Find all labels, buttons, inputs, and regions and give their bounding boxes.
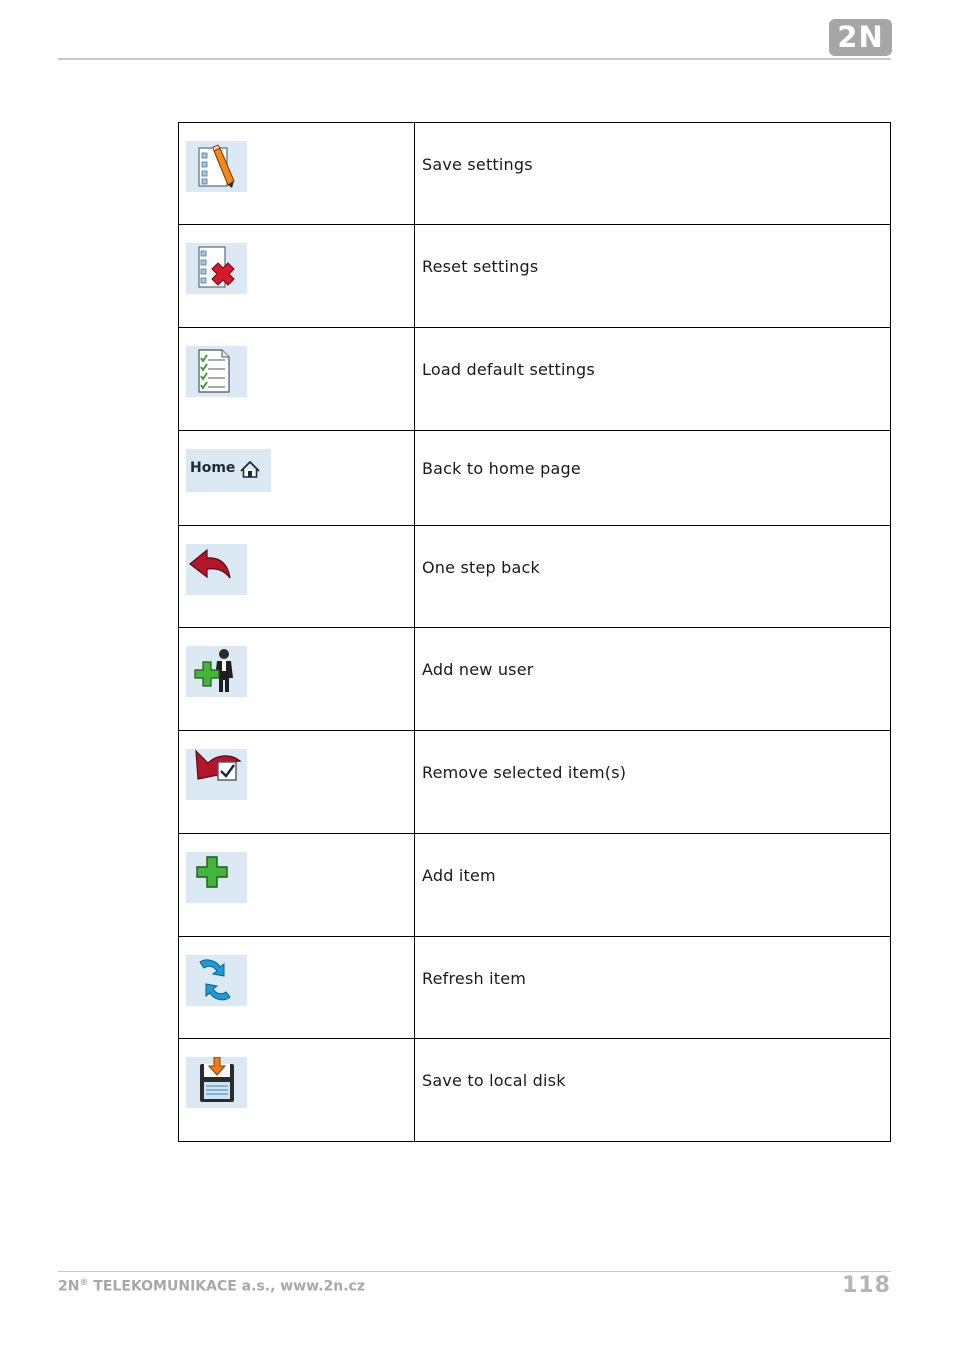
description-text: Reset settings bbox=[422, 257, 539, 276]
description-cell bbox=[415, 731, 891, 834]
table-row bbox=[179, 123, 891, 225]
description-cell bbox=[415, 328, 891, 431]
save-to-disk-icon bbox=[186, 1057, 247, 1108]
footer-company-name: TELEKOMUNIKACE a.s., www.2n.cz bbox=[88, 1278, 365, 1295]
description-text: One step back bbox=[422, 558, 540, 577]
icon-cell bbox=[179, 526, 415, 628]
icon-cell bbox=[179, 123, 415, 225]
table-row bbox=[179, 328, 891, 431]
home-label: Home bbox=[190, 460, 236, 476]
registered-mark: ® bbox=[79, 1278, 89, 1288]
table-row bbox=[179, 431, 891, 526]
home-icon bbox=[186, 449, 271, 492]
icon-cell bbox=[179, 1039, 415, 1142]
table-row bbox=[179, 834, 891, 937]
description-cell bbox=[415, 123, 891, 225]
description-text: Load default settings bbox=[422, 360, 595, 379]
description-cell bbox=[415, 1039, 891, 1142]
table-row bbox=[179, 731, 891, 834]
description-text: Save settings bbox=[422, 155, 533, 174]
icon-cell bbox=[179, 328, 415, 431]
table-row bbox=[179, 225, 891, 328]
table-row bbox=[179, 937, 891, 1039]
header-rule bbox=[58, 58, 891, 60]
footer-company bbox=[58, 1278, 365, 1295]
icon-cell bbox=[179, 628, 415, 731]
description-text: Add new user bbox=[422, 660, 534, 679]
description-text: Save to local disk bbox=[422, 1071, 566, 1090]
icon-cell bbox=[179, 225, 415, 328]
description-text: Back to home page bbox=[422, 459, 581, 478]
table-row bbox=[179, 526, 891, 628]
load-default-settings-icon bbox=[186, 346, 247, 397]
refresh-icon bbox=[186, 955, 247, 1006]
table-row bbox=[179, 628, 891, 731]
footer-rule bbox=[58, 1271, 891, 1272]
description-cell bbox=[415, 526, 891, 628]
footer-company-prefix: 2N bbox=[58, 1278, 80, 1295]
icon-cell bbox=[179, 731, 415, 834]
description-text: Refresh item bbox=[422, 969, 527, 988]
add-user-icon bbox=[186, 646, 247, 697]
icon-cell bbox=[179, 937, 415, 1039]
company-logo bbox=[829, 19, 892, 56]
back-arrow-icon bbox=[186, 544, 247, 595]
logo-text: 2N bbox=[837, 20, 884, 54]
add-item-icon bbox=[186, 852, 247, 903]
table-row bbox=[179, 1039, 891, 1142]
page-number: 118 bbox=[842, 1273, 891, 1298]
icon-cell bbox=[179, 834, 415, 937]
description-text: Remove selected item(s) bbox=[422, 763, 627, 782]
icon-cell bbox=[179, 431, 415, 526]
icon-legend-table bbox=[178, 122, 891, 1142]
remove-selected-icon bbox=[186, 749, 247, 800]
description-cell bbox=[415, 628, 891, 731]
description-cell bbox=[415, 431, 891, 526]
description-text: Add item bbox=[422, 866, 496, 885]
reset-settings-icon bbox=[186, 243, 247, 294]
description-cell bbox=[415, 225, 891, 328]
description-cell bbox=[415, 937, 891, 1039]
description-cell bbox=[415, 834, 891, 937]
save-settings-icon bbox=[186, 141, 247, 192]
home-button-graphic bbox=[186, 449, 271, 492]
